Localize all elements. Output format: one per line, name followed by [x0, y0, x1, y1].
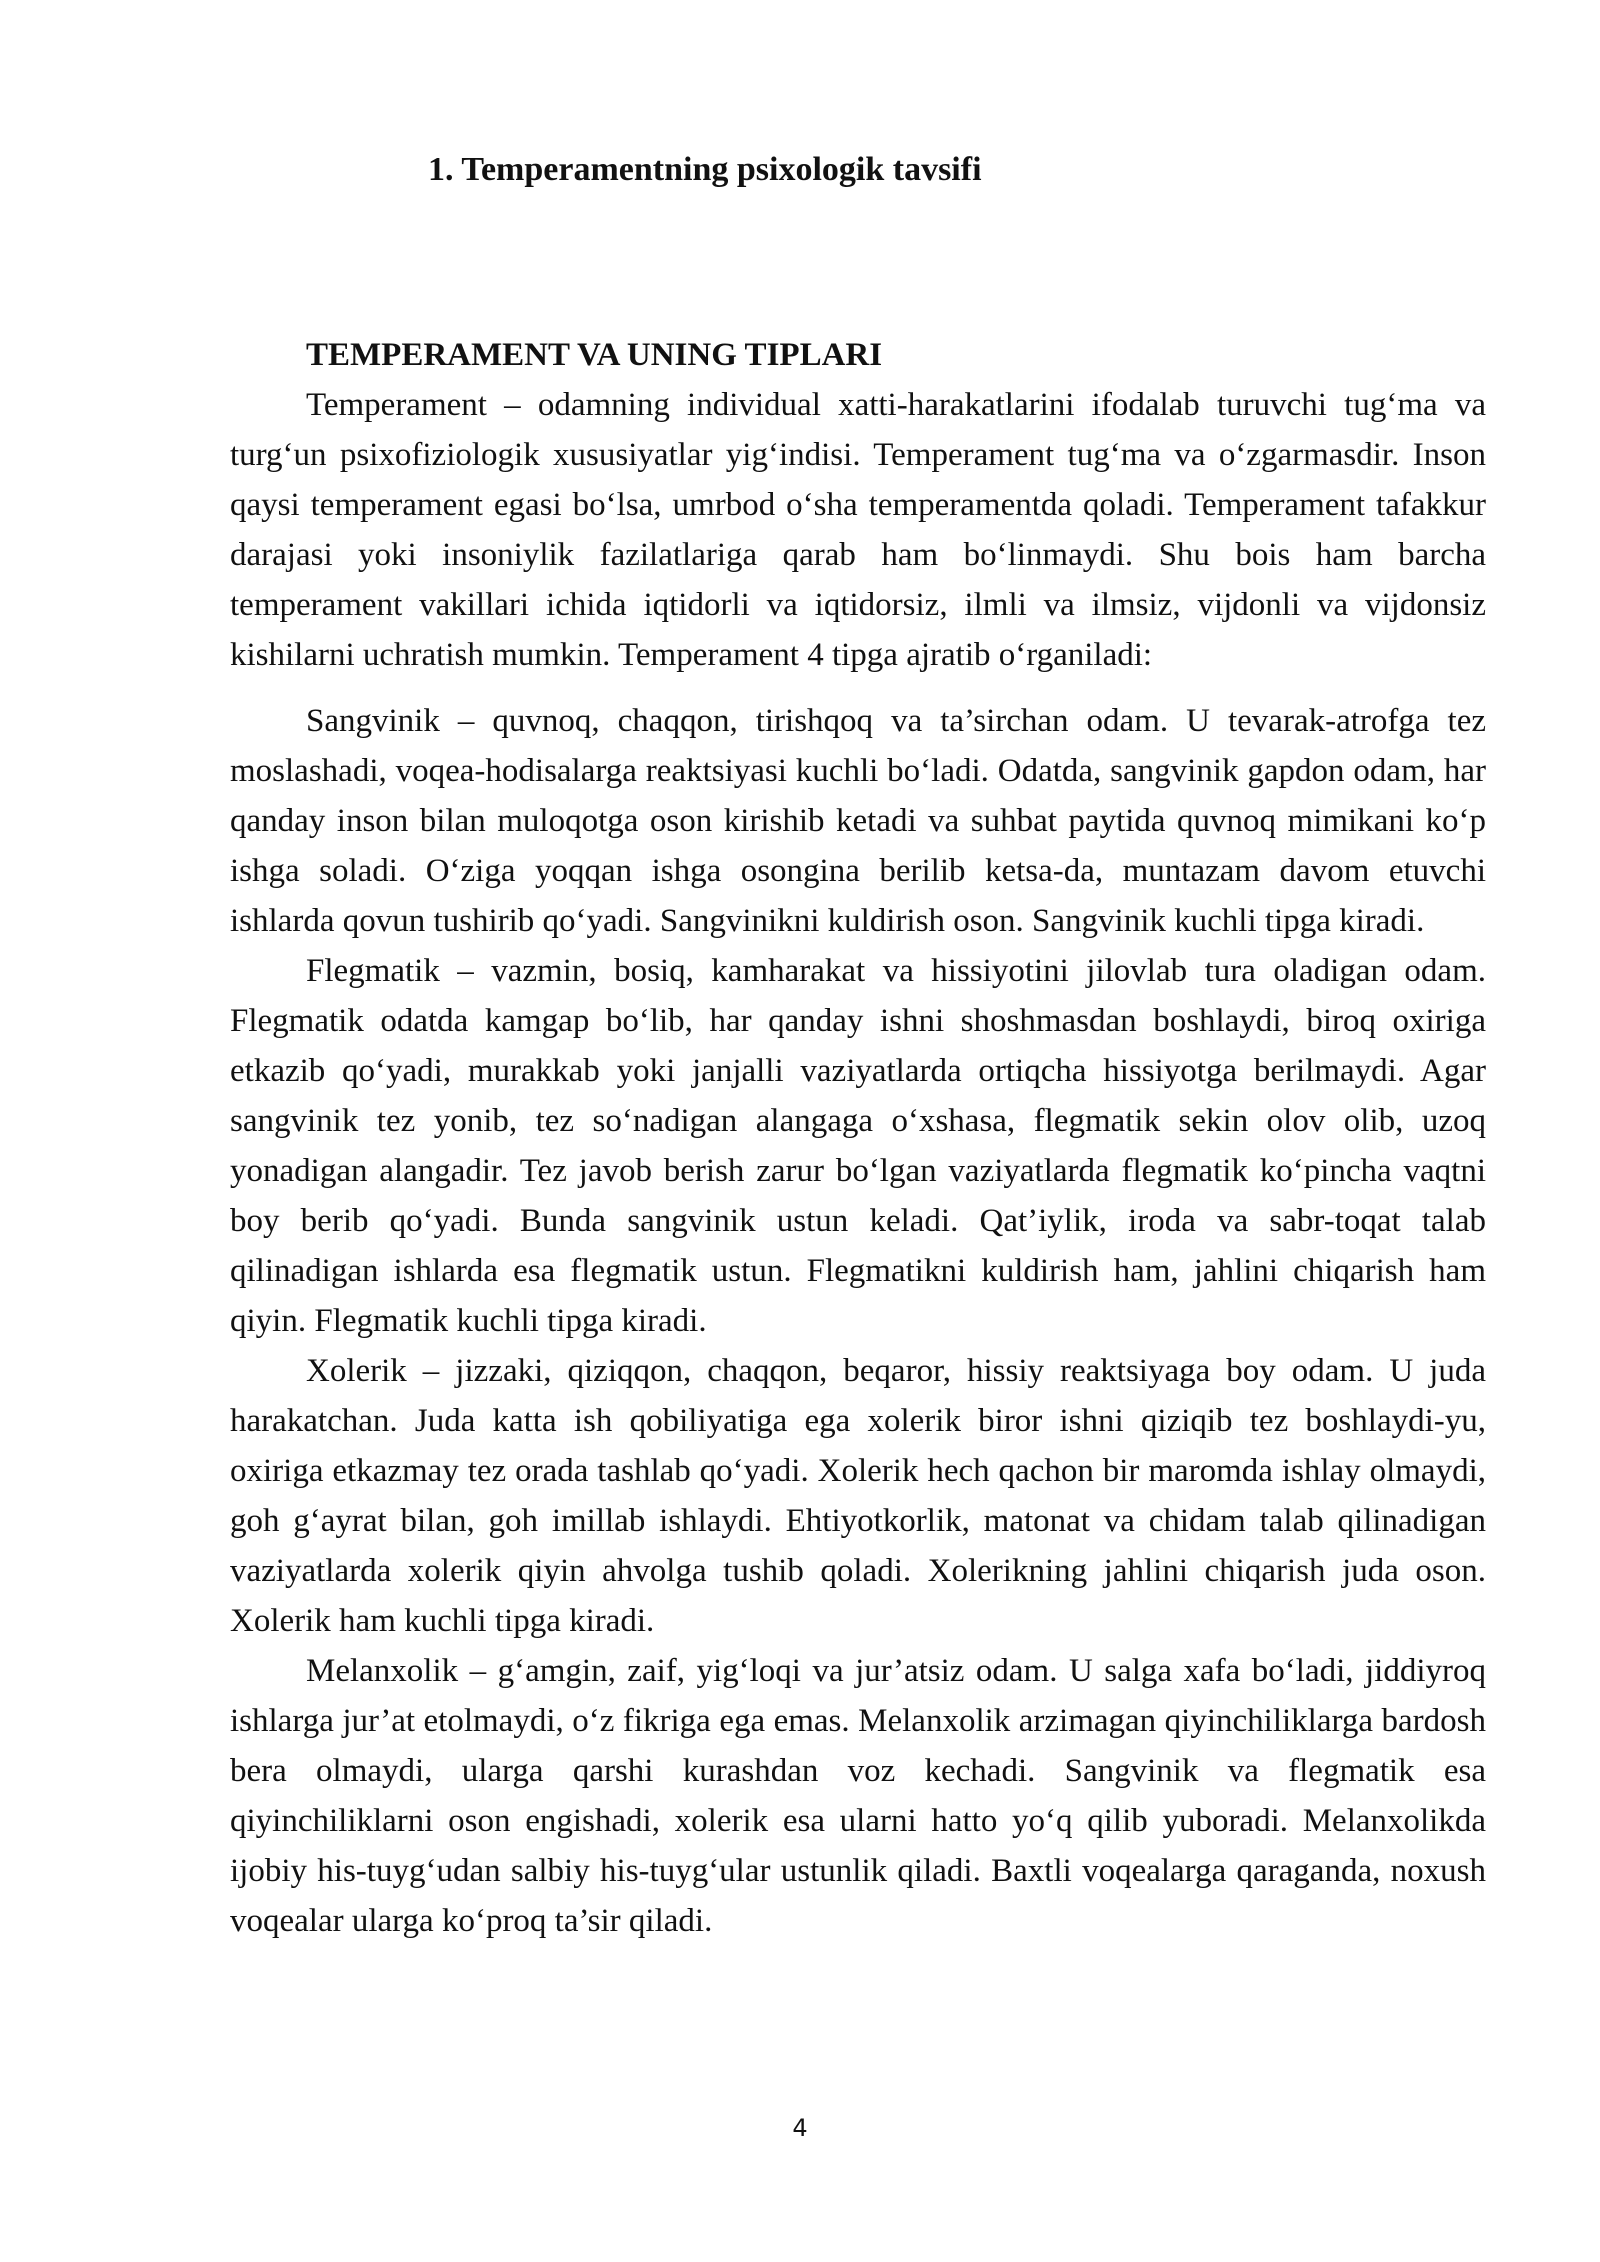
paragraph-xolerik: Xolerik – jizzaki, qiziqqon, chaqqon, beqaror, hissiy reaktsiyaga boy odam. U juda harakatchan. Juda katta ish qobiliyatiga ega xolerik biror ishni qiziqib tez boshlaydi-yu, oxiriga etkazmay tez orada tashlab qo‘yadi. Xolerik hech qachon bir maromda ishlay olmaydi, goh g‘ayrat bilan, goh imillab ishlaydi. Ehtiyotkorlik, matonat va chidam talab qilinadigan vaziyatlarda xolerik qiyin ahvolga tushib qoladi. Xolerikning jahlini chiqarish juda oson. Xolerik ham kuchli tipga kiradi. — [230, 1353, 1486, 1639]
chapter-title: 1. Temperamentning psixologik tavsifi — [428, 151, 982, 188]
text-body — [230, 330, 1486, 1946]
page-number: 4 — [792, 2114, 808, 2142]
paragraph-melanxolik: Melanxolik – g‘amgin, zaif, yig‘loqi va jur’atsiz odam. U salga xafa bo‘ladi, jiddiyroq ishlarga jur’at etolmaydi, o‘z fikriga ega emas. Melanxolik arzimagan qiyinchiliklarga bardosh bera olmaydi, ularga qarshi kurashdan voz kechadi. Sangvinik va flegmatik esa qiyinchiliklarni oson engishadi, xolerik esa ularni hatto yo‘q qilib yuboradi. Melanxolikda ijobiy his-tuyg‘udan salbiy his-tuyg‘ular ustunlik qiladi. Baxtli voqealarga qaraganda, noxush voqealar ularga ko‘proq ta’sir qiladi. — [230, 1653, 1486, 1939]
paragraph-sangvinik: Sangvinik – quvnoq, chaqqon, tirishqoq va ta’sirchan odam. U tevarak-atrofga tez moslashadi, voqea-hodisalarga reaktsiyasi kuchli bo‘ladi. Odatda, sangvinik gapdon odam, har qanday inson bilan muloqotga oson kirishib ketadi va suhbat paytida quvnoq mimikani ko‘p ishga soladi. O‘ziga yoqqan ishga osongina berilib ketsa-da, muntazam davom etuvchi ishlarda qovun tushirib qo‘yadi. Sangvinikni kuldirish oson. Sangvinik kuchli tipga kiradi. — [230, 703, 1486, 939]
section-heading: TEMPERAMENT VA UNING TIPLARI — [306, 337, 883, 373]
paragraph-temperament-definition: Temperament – odamning individual xatti-harakatlarini ifodalab turuvchi tug‘ma va turg‘un psixofiziologik xususiyatlar yig‘indisi. Temperament tug‘ma va o‘zgarmasdir. Inson qaysi temperament egasi bo‘lsa, umrbod o‘sha temperamentda qoladi. Temperament tafakkur darajasi yoki insoniylik fazilatlariga qarab ham bo‘linmaydi. Shu bois ham barcha temperament vakillari ichida iqtidorli va iqtidorsiz, ilmli va ilmsiz, vijdonli va vijdonsiz kishilarni uchratish mumkin. Temperament 4 tipga ajratib o‘rganiladi: — [230, 387, 1486, 673]
paragraph-flegmatik: Flegmatik – vazmin, bosiq, kamharakat va hissiyotini jilovlab tura oladigan odam. Flegmatik odatda kamgap bo‘lib, har qanday ishni shoshmasdan boshlaydi, biroq oxiriga etkazib qo‘yadi, murakkab yoki janjalli vaziyatlarda ortiqcha hissiyotga berilmaydi. Agar sangvinik tez yonib, tez so‘nadigan alangaga o‘xshasa, flegmatik sekin olov olib, uzoq yonadigan alangadir. Tez javob berish zarur bo‘lgan vaziyatlarda flegmatik ko‘pincha vaqtni boy berib qo‘yadi. Bunda sangvinik ustun keladi. Qat’iylik, iroda va sabr-toqat talab qilinadigan ishlarda esa flegmatik ustun. Flegmatikni kuldirish ham, jahlini chiqarish ham qiyin. Flegmatik kuchli tipga kiradi. — [230, 953, 1486, 1339]
